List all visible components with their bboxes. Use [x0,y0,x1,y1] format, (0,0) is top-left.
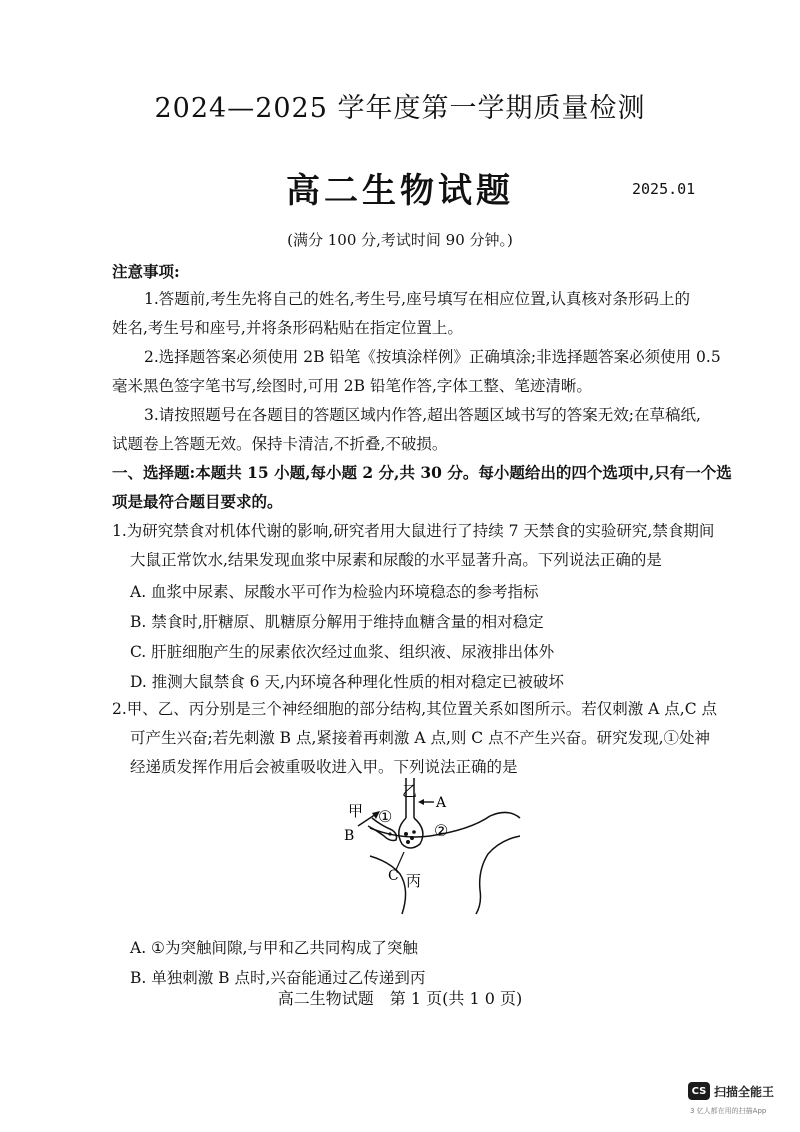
notice-item-2-line-1: 2.选择题答案必须使用 2B 铅笔《按填涂样例》正确填涂;非选择题答案必须使用 0.5 [144,348,721,366]
q2-stem-line-3: 经递质发挥作用后会被重吸收进入甲。下列说法正确的是 [130,758,518,776]
notice-item-1-line-2: 姓名,考生号和座号,并将条形码粘贴在指定位置上。 [112,319,463,337]
label-b: B [344,828,355,844]
notice-heading: 注意事项: [112,262,180,281]
q1-stem-line-1: 1.为研究禁食对机体代谢的影响,研究者用大鼠进行了持续 7 天禁食的实验研究,禁食期间 [112,522,715,540]
subject-title: 高二生物试题 [286,171,514,211]
score-note: (满分 100 分,考试时间 90 分钟。) [287,231,513,249]
synapse-diagram [330,778,530,918]
exam-date: 2025.01 [632,180,696,198]
notice-item-2-line-2: 毫米黑色签字笔书写,绘图时,可用 2B 铅笔作答,字体工整、笔迹清晰。 [112,377,592,395]
label-bing: 丙 [406,872,422,890]
notice-item-3-line-2: 试题卷上答题无效。保持卡清洁,不折叠,不破损。 [112,435,448,453]
q2-stem-line-1: 2.甲、乙、丙分别是三个神经细胞的部分结构,其位置关系如图所示。若仅刺激 A 点,C 点 [112,700,717,718]
camscanner-icon: CS [688,1082,710,1100]
label-circle-1: ① [378,807,393,826]
label-c: C [388,868,399,884]
q2-option-a: A. ①为突触间隙,与甲和乙共同构成了突触 [130,939,418,957]
q1-option-a: A. 血浆中尿素、尿酸水平可作为检验内环境稳态的参考指标 [130,583,539,601]
label-a: A [436,795,447,811]
q1-stem-line-2: 大鼠正常饮水,结果发现血浆中尿素和尿酸的水平显著升高。下列说法正确的是 [130,551,662,569]
q1-option-c: C. 肝脏细胞产生的尿素依次经过血浆、组织液、尿液排出体外 [130,643,555,661]
section-1-line-2: 项是最符合题目要求的。 [112,492,283,511]
notice-item-1-line-1: 1.答题前,考生先将自己的姓名,考生号,座号填写在相应位置,认真核对条形码上的 [144,290,690,308]
label-jia: 甲 [348,802,364,820]
q1-option-b: B. 禁食时,肝糖原、肌糖原分解用于维持血糖含量的相对稳定 [130,613,544,631]
scanner-watermark [688,1082,774,1100]
synaptic-terminal [399,818,423,848]
exam-title: 2024—2025 学年度第一学期质量检测 [154,93,646,124]
scanner-brand-tagline: 3 亿人都在用的扫描App [690,1107,767,1115]
q2-stem-line-2: 可产生兴奋;若先刺激 B 点,紧接着再刺激 A 点,则 C 点不产生兴奋。研究发现,①处神 [130,729,711,747]
label-circle-2: ② [434,821,449,840]
q2-option-b: B. 单独刺激 B 点时,兴奋能通过乙传递到丙 [130,969,426,987]
section-1-line-1: 一、选择题:本题共 15 小题,每小题 2 分,共 30 分。每小题给出的四个选项中,只有一个选 [112,463,732,482]
q1-option-d: D. 推测大鼠禁食 6 天,内环境各种理化性质的相对稳定已被破坏 [130,673,564,691]
scanner-brand-name: 扫描全能王 [714,1084,775,1099]
label-yi: 乙 [402,782,418,800]
notice-item-3-line-1: 3.请按照题号在各题目的答题区域内作答,超出答题区域书写的答案无效;在草稿纸, [144,406,701,424]
page-footer: 高二生物试题 第 1 页(共 1 0 页) [277,989,523,1008]
